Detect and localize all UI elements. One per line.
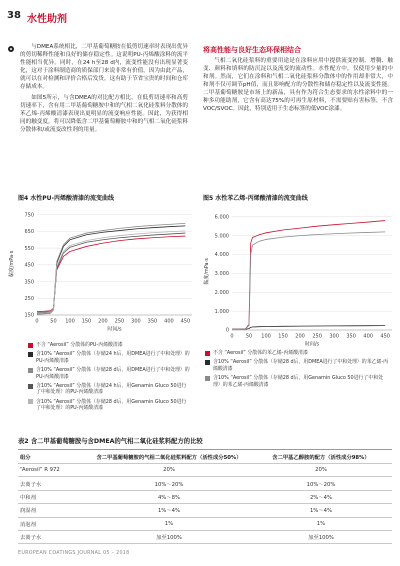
x-tick-label: 400 — [164, 318, 174, 325]
legend-swatch — [205, 360, 210, 365]
legend-swatch — [28, 384, 33, 389]
series-line-1 — [37, 236, 185, 312]
table-row — [18, 517, 392, 530]
legend-label: 含10% “Aerosil” 分散体（存储24 h后，用DMEA进行了中和处理）的PU-丙烯酸清漆 — [36, 351, 190, 364]
right-column — [203, 57, 393, 116]
y-tick-label: 5.000 — [214, 233, 229, 240]
legend-swatch — [28, 343, 33, 348]
x-tick-label: 200 — [295, 333, 305, 340]
y-axis-label: 黏度/mPa·s — [9, 250, 15, 278]
table-header-row — [18, 450, 392, 464]
legend-swatch — [28, 368, 33, 373]
legend-label: 含10% “Aerosil” 分散体（存储28 d后，用DMEA进行了中和处理）的苯乙烯-丙烯酸清漆 — [213, 359, 389, 372]
y-tick-label: 750 — [24, 212, 34, 219]
x-tick-label: 0 — [35, 318, 39, 325]
y-tick-label: 0 — [225, 327, 229, 334]
table-cell: 10%～20% — [88, 477, 250, 490]
table-header-cell: 组分 — [18, 450, 88, 464]
section-title: 水性助剂 — [27, 14, 67, 25]
legend-label: 含10% “Aerosil” 分散体（存储28 d后，用DMEA进行了中和处理）的PU-丙烯酸清漆 — [36, 366, 190, 380]
table-cell: 加至100% — [88, 530, 250, 543]
table-cell: 10%～20% — [250, 477, 392, 490]
section-heading: 将高性能与良好生态环保相结合 — [203, 46, 301, 54]
y-tick-label: 2.000 — [214, 289, 229, 296]
legend-label: 不含 “Aerosil” 分散体的苯乙烯-丙烯酸清漆 — [213, 350, 308, 356]
x-tick-label: 0 — [230, 333, 234, 340]
table-cell: “Aerosil” R 972 — [18, 464, 88, 477]
y-tick-label: 250 — [24, 295, 34, 302]
table-cell: 1%～4% — [88, 504, 250, 517]
page-number: 38 — [7, 10, 21, 21]
x-tick-label: 300 — [329, 333, 339, 340]
legend-swatch — [205, 376, 210, 381]
legend-item — [205, 375, 390, 388]
table-cell: 加至100% — [250, 530, 392, 543]
y-tick-label: 4.000 — [214, 252, 229, 259]
table-cell: 去离子水 — [18, 530, 88, 543]
y-axis-label: 黏度/mPa·s — [204, 258, 210, 285]
legend-item — [205, 350, 390, 357]
journal-footer: EUROPEAN COATINGS JOURNAL 05 – 2018 — [18, 551, 130, 556]
legend-label: 不含 “Aerosil” 分散体的PU-丙烯酸清漆 — [36, 342, 123, 348]
legend-label: 含10% “Aerosil” 分散体（存储28 d后，用Genamin Gluco 50进行了中和处理）的PU-丙烯酸清漆 — [36, 398, 187, 412]
y-tick-label: 1.000 — [214, 308, 229, 315]
table-row — [18, 504, 392, 517]
table-row — [18, 530, 392, 543]
series-line-4 — [37, 233, 185, 314]
x-tick-label: 350 — [346, 333, 356, 340]
y-tick-label: 650 — [24, 229, 34, 236]
legend-item — [28, 342, 190, 349]
legend-item — [28, 383, 190, 396]
legend-item — [28, 367, 190, 380]
y-tick-label: 3.000 — [214, 271, 229, 278]
legend-item — [28, 351, 190, 364]
margin-marker-icon — [8, 46, 14, 52]
table-cell: 1%～4% — [250, 504, 392, 517]
y-tick-label: 6.000 — [214, 214, 229, 221]
legend-item — [205, 359, 390, 372]
legend-swatch — [28, 352, 33, 357]
table-header-cell: 含二甲基乙醇胺的配方（活性成分98%） — [250, 450, 392, 464]
x-tick-label: 50 — [245, 333, 253, 340]
x-tick-label: 150 — [81, 318, 92, 325]
series-line-5 — [37, 231, 185, 314]
table-cell: 润湿剂 — [18, 504, 88, 517]
x-tick-label: 150 — [278, 333, 288, 340]
legend-swatch — [205, 351, 210, 356]
figure-4-caption: 图4 水性PU-丙烯酸清漆的流变曲线 — [18, 195, 115, 202]
body-paragraph: 气相二氧化硅浆料的重要用途是在涂料应用中提供流变控制、增稠、触变、颜料和填料的防沉淀以及流变的流动性。水性配方中，仅使用少量的中和剂。然而，它们在涂料和气相二氧化硅浆料分散体中的作用却非常大，中和剂不仅可调节pH值，而且影响配方的分散性和储存稳定性以及流变性能。二甲基葡萄糖胺是市场上的新品，具有作为符合生态要求的水性涂料中的一种多功能助剂，它含有高达75%的可再生原材料，不需要贴有害标签，不含VOC/SVOC。因此，特别适用于生态标签的低VOC涂漆。 — [203, 58, 393, 112]
x-tick-label: 200 — [98, 318, 108, 325]
table-cell: 4%～8% — [88, 490, 250, 503]
table-cell: 中和剂 — [18, 490, 88, 503]
figure-5-chart — [200, 205, 400, 350]
table-cell: 1% — [250, 517, 392, 530]
table-caption: 表2 含二甲基葡萄糖胺与含DMEA的气相二氧化硅浆料配方的比较 — [18, 438, 203, 445]
x-axis-label: 时间/s — [107, 326, 122, 333]
table-header-cell: 含二甲基葡萄糖胺的气相二氧化硅浆料配方（活性成分50%） — [88, 450, 250, 464]
table-cell: 去离子水 — [18, 477, 88, 490]
x-tick-label: 400 — [363, 333, 373, 340]
body-paragraph: 与DMEA系统相比，二甲基葡萄糖胺在低剪切速率时表现出优异的剪切稀释性能和良好的储存稳定性。这说明PU-丙烯酸涂料的流平性能相当优异。同时，在24 h至28 d内，流变性能没有出现显著变化，这对于涂料制造商的质保部门来说非常有价值。因为由此产品，就可以在对检测和评价合格后发货。这有助于节省宝贵的时间和仓库存储成本。 — [20, 44, 188, 90]
x-tick-label: 100 — [65, 318, 75, 325]
table-cell: 1% — [88, 517, 250, 530]
legend-item — [28, 399, 190, 412]
x-axis-label: 时间/s — [304, 341, 320, 348]
table-cell: 20% — [250, 464, 392, 477]
figure-5-legend — [205, 350, 390, 391]
legend-label: 含10% “Aerosil” 分散体（存储28 d后，用Genamin Gluco 50进行了中和处理）的苯乙烯-丙烯酸清漆 — [213, 374, 383, 388]
table-cell: 20% — [88, 464, 250, 477]
y-tick-label: 550 — [24, 245, 34, 252]
series-line-1 — [232, 221, 385, 329]
x-tick-label: 100 — [261, 333, 271, 340]
figure-5-caption: 图5 水性苯乙烯-丙烯酸清漆的流变曲线 — [203, 195, 308, 202]
table-row — [18, 477, 392, 490]
figure-4-legend — [28, 342, 190, 414]
table-row — [18, 490, 392, 503]
series-line-3 — [232, 232, 385, 329]
x-tick-label: 300 — [131, 318, 141, 325]
y-tick-label: 150 — [24, 312, 34, 319]
y-tick-label: 450 — [24, 262, 34, 269]
x-tick-label: 250 — [114, 318, 125, 325]
table-cell: 消泡剂 — [18, 517, 88, 530]
legend-swatch — [28, 399, 33, 404]
x-tick-label: 450 — [180, 318, 191, 325]
left-column — [20, 43, 188, 137]
y-tick-label: 350 — [24, 279, 34, 286]
figure-4-chart — [0, 205, 200, 340]
x-tick-label: 50 — [50, 318, 57, 325]
x-tick-label: 350 — [147, 318, 158, 325]
series-line-2 — [232, 326, 385, 330]
table-cell: 2%～4% — [250, 490, 392, 503]
body-paragraph: 如图5所示，与含DMEA的对比配方相比，在低剪切速率和高剪切速率下，含有用二甲基葡萄糖胺中和的气相二氧化硅浆料分散体的苯乙烯-丙烯酸清漆表现出更明显的流变响应性能。因此，为获得相同的触变度，将可以降低含二甲基葡萄糖胺中和的气相二氧化硅浆料分散体和/或流变改性剂的用量。 — [20, 95, 188, 133]
legend-label: 含10% “Aerosil” 分散体（存储24 h后，用Genamin Gluco 50进行了中和处理）的PU-丙烯酸清漆 — [36, 382, 187, 396]
comparison-table — [18, 449, 392, 544]
table-row — [18, 464, 392, 477]
x-tick-label: 450 — [380, 333, 390, 340]
x-tick-label: 250 — [312, 333, 322, 340]
